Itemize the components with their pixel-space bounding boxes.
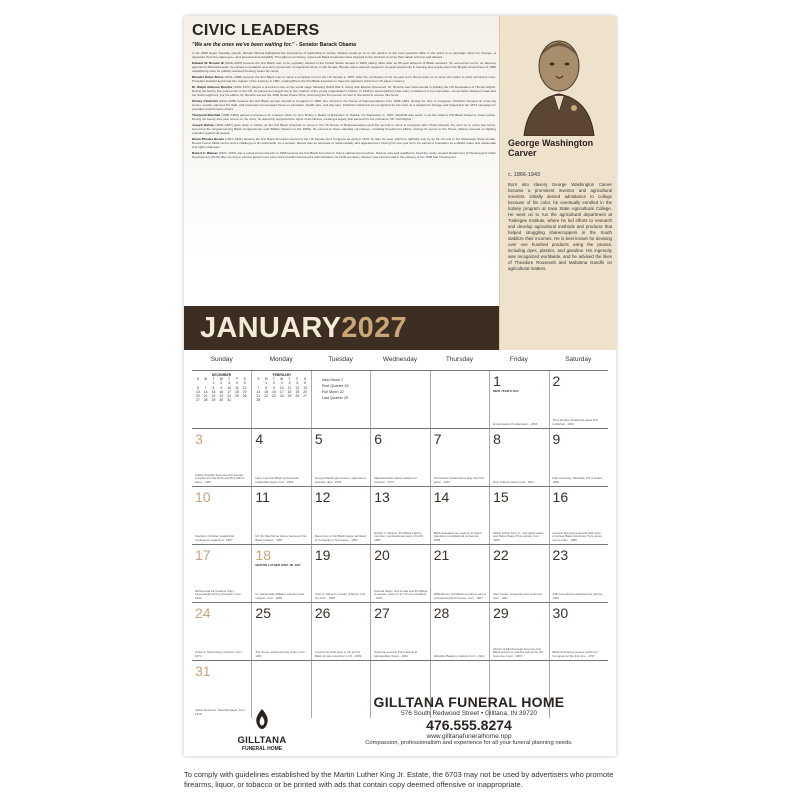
day-cell <box>549 429 608 486</box>
day-cell <box>311 487 370 544</box>
day-cell <box>192 603 251 660</box>
featured-years: c. 1866-1943 <box>508 172 541 178</box>
day-number: 7 <box>433 431 442 447</box>
day-number: 25 <box>255 605 271 621</box>
bio-paragraph-name: Hiram Rhodes Revels <box>192 137 225 142</box>
day-cell <box>549 371 608 428</box>
day-cell <box>489 545 548 602</box>
day-cell <box>370 545 429 602</box>
mini-calendar-day: 3 <box>228 381 231 386</box>
day-number: 16 <box>552 489 569 505</box>
mini-calendar-day: 2 <box>220 381 223 386</box>
mini-calendar-day: 3 <box>280 381 283 386</box>
mini-calendar-day: 22 <box>264 394 268 399</box>
bio-paragraph <box>192 100 496 111</box>
mini-calendar-day: 25 <box>234 394 239 399</box>
day-number: 17 <box>195 547 211 563</box>
moon-phase-item: Full Moon 22 <box>321 390 344 394</box>
calendar-week-row <box>192 544 608 602</box>
mini-calendar-day: 15 <box>264 389 268 394</box>
mini-calendar-day: 9 <box>272 385 275 390</box>
mini-calendar-day: 12 <box>242 385 247 390</box>
bio-paragraph <box>192 152 496 159</box>
mini-calendar-day: 18 <box>287 389 292 394</box>
mini-calendar-day: 24 <box>279 394 284 399</box>
mini-calendar-day: 7 <box>204 385 207 390</box>
day-number: 13 <box>374 489 390 505</box>
month-banner <box>184 306 499 350</box>
mini-calendar-day: 15 <box>211 389 216 394</box>
mini-calendar-day <box>278 398 286 402</box>
day-number: 15 <box>493 489 509 505</box>
day-number: 3 <box>195 431 203 447</box>
bio-paragraph-text: (1841–1898) became the first Black man to serve a complete term in the US Senate in 1875. After the conclusion of his six-year term, Bruce went on to serve the nation in other prominent roles. President Garfield appointed him register of the treasury in 1881, making Bruce the first Black American to have his signature printed on US paper currency. <box>192 75 497 83</box>
mini-calendar-day: S <box>243 377 246 382</box>
mini-calendar-day <box>241 398 249 402</box>
day-number: 4 <box>255 431 264 447</box>
mini-calendar-day: 14 <box>203 389 208 394</box>
bio-paragraph-text: (1827–1901) became the first Black American elected to the US Senate (and Congress as well) in 1870. To take his seat, which he rightfully won by an 81–15 vote in the Mississippi State Senate, Revels had to battle racism and a challenge to his citizenship. As a senator, Revels was an advocate of racial equality and appeasement. During his one-year term, he earned a reputation as a skilled orator and passionate civil rights champion. <box>192 137 497 149</box>
mini-calendar-day: 26 <box>242 394 247 399</box>
month-name: JANUARY <box>200 312 342 344</box>
bio-paragraph <box>192 76 496 83</box>
mini-calendar-day: 25 <box>287 394 292 399</box>
calendar-sheet <box>184 16 616 756</box>
mini-calendar-day: 22 <box>211 394 216 399</box>
holiday-label: MARTIN LUTHER KING JR. DAY <box>255 563 301 567</box>
day-cell <box>370 429 429 486</box>
calendar-week-row <box>192 370 608 428</box>
bio-paragraph-text: In his 2008 Super Tuesday speech, Barack Obama highlighted the importance of leadership in society. Obama would go on to win election to the most powerful office in the world on a campaign driven by change—a departure from the status quo—and personal accountability. Throughout our history, numerous Black Americans have stepped to the forefront to serve their nation at home and abroad. <box>192 51 496 59</box>
day-event: Dr. Daniel Hale Williams pioneer heart surgeon, born · 1856 <box>255 592 305 600</box>
day-event: Robert C. Weaver, first Black cabinet member, nominated secretary of HUD · 1966 <box>374 530 425 542</box>
mini-calendar-day: 30 <box>219 398 224 403</box>
mini-calendar-day: 28 <box>256 398 261 403</box>
mini-calendar-day <box>233 398 241 402</box>
mini-calendar-day: 6 <box>304 381 307 386</box>
mini-calendar-day: S <box>303 377 307 382</box>
mini-calendar-day: 16 <box>219 389 224 394</box>
day-cell <box>430 603 489 660</box>
day-cell <box>251 545 310 602</box>
mini-calendar-day: 21 <box>256 394 261 399</box>
bio-paragraph-text: (1832–1887) goes down in history as the first Black American to serve in the US House of Representatives (and the second to serve in Congress after Hiram Revels). He went on to serve four terms, becoming the longest-serving Black Congressman until William Dawson in the 1950s. He served on three standing committees, including Freedmen's Affairs. During his tenure in the House, Rainey focused on fighting prejudice against all people. <box>192 123 496 135</box>
month-year: 2027 <box>341 312 407 344</box>
mini-calendar-day: 8 <box>265 385 268 390</box>
day-event: Supreme Leonine Price debuts at Metropolitan Opera · 1961 <box>374 650 418 658</box>
featured-person-panel <box>499 16 617 350</box>
day-event: General Sherman's special field order promises Black Americans "forty acres and a mule" · 1865 <box>552 530 602 542</box>
bio-paragraph-name: Thurgood Marshall <box>192 113 221 118</box>
portrait-illustration <box>514 28 604 136</box>
day-cell <box>430 487 489 544</box>
day-cell <box>192 371 251 428</box>
weekday-label: Tuesday <box>328 356 353 363</box>
day-number: 2 <box>552 373 561 389</box>
day-number: 9 <box>552 431 561 447</box>
mini-calendar-day: S <box>196 377 200 382</box>
mini-calendar-day: 26 <box>295 394 300 399</box>
mini-calendar-day: 28 <box>203 398 208 403</box>
calendar-week-row <box>192 486 608 544</box>
day-cell <box>311 545 370 602</box>
moon-phase-item: Last Quarter 29 <box>321 396 349 400</box>
day-event: Jackie Robinson, baseball player, born · 1919 <box>195 708 247 716</box>
mini-calendar-day <box>262 398 270 402</box>
day-event: Oberlin & Ellenborough becomes first Black woman to practice before the US Supreme Court · 1909 <box>493 646 544 658</box>
day-event: Arthur A. Schomburg, historian, born · 1874 <box>195 650 244 658</box>
business-name: GILLTANA FUNERAL HOME <box>373 694 565 710</box>
mini-calendar-day: 19 <box>295 389 300 394</box>
mini-calendar-day: 27 <box>303 394 307 399</box>
day-number: 23 <box>552 547 569 563</box>
mini-calendar-day: 24 <box>227 394 231 399</box>
day-number: 19 <box>314 547 331 563</box>
mini-calendar-day: 1 <box>212 381 215 386</box>
bio-paragraph-text: (1907–1997) was a noted economist who in 1966 became the first Black American to hold a cabinet-level position. Weaver was well qualified to head the newly created Department of Housing and Urban Development (HUD) after serving in various government roles since Franklin Roosevelt's administration. As HUD secretary, Weaver was instrumental in the passing of the 1968 Fair Housing Act. <box>192 151 496 159</box>
mini-calendar-day: 29 <box>211 398 216 403</box>
mini-calendar-day: M <box>204 377 208 382</box>
day-event: Martin Luther King Jr., civil rights leader and Nobel Peace Prize winner, born · 1929 <box>493 530 544 542</box>
bio-paragraph <box>192 62 496 73</box>
mini-calendar-day <box>286 398 294 402</box>
day-cell <box>192 487 251 544</box>
day-cell <box>370 371 429 428</box>
section-title: CIVIC LEADERS <box>192 22 320 39</box>
day-cell <box>430 371 489 428</box>
advertiser-footer <box>184 692 616 756</box>
day-event: Audley Franklin becomes first woman inducted into the Rock and Roll Hall of Fame · 1987 <box>195 472 245 484</box>
bio-paragraph-name: Edward W. Brooke III <box>192 61 224 66</box>
bio-paragraph-text: (1908–1993) gained prominence as a lawyer when he won Brown v. Board of Education of Topeka. On September 2, 1967, Marshall was sworn in as the nation's first Black Supreme Court justice. During his twenty-four-year tenure on the court, he staunchly supported the rights of all citizens, creating a legacy that earned him the nickname "Mr. Civil Rights." <box>192 113 497 121</box>
day-event: Fisk University, Nashville, TN, founded · 1866 <box>552 476 604 484</box>
mini-calendar-day: 11 <box>287 385 292 390</box>
mini-calendar-day: 13 <box>303 385 307 390</box>
mini-calendar-day: 2 <box>272 381 275 386</box>
mini-calendar-day: 20 <box>196 394 200 399</box>
mini-calendar-day: 5 <box>296 381 299 386</box>
moon-phase-item: New Moon 7 <box>321 378 344 382</box>
mini-calendar-day: 10 <box>227 385 231 390</box>
mini-calendar-day: 21 <box>203 394 208 399</box>
day-event: Conference final seen in US as first Black female university in US · 2009 <box>314 650 362 658</box>
advertiser-logo <box>232 708 292 752</box>
day-event: Rebellion Basket in debuts, born · 1921 <box>433 653 485 658</box>
holiday-label: NEW YEAR'S DAY <box>493 389 519 393</box>
mini-calendar-day: 17 <box>279 389 284 394</box>
day-event: New Orleans slave revolt · 1811 <box>493 479 535 484</box>
calendar-week-row <box>192 428 608 486</box>
mini-calendar-day: 9 <box>220 385 223 390</box>
mini-calendar-day: 12 <box>295 385 300 390</box>
day-event: Sam Cooke, songwriter and performer, born · 1931 <box>493 592 543 600</box>
calendar-week-row <box>192 602 608 660</box>
day-cell <box>370 603 429 660</box>
mini-calendar-day: 27 <box>196 398 200 403</box>
day-event: Black delegates are majority at South Carolina's constitutional convention · 1868 <box>433 530 482 542</box>
day-number: 12 <box>314 489 331 505</box>
weekday-label: Sunday <box>210 356 233 363</box>
mini-calendar-day: 7 <box>257 385 260 390</box>
day-event: Kamala Harris, first female and first Black American, sworn in as US vice president · 2021 <box>374 588 428 600</box>
weekday-header <box>192 356 608 370</box>
day-number: 28 <box>433 605 450 621</box>
mini-calendar-day: 23 <box>219 394 224 399</box>
mini-calendar-title: DECEMBER <box>211 373 232 377</box>
day-number: 27 <box>374 605 390 621</box>
day-number: 10 <box>195 489 211 505</box>
mini-calendar-day: T <box>212 377 215 382</box>
bio-paragraph <box>192 86 496 97</box>
mini-calendar-day: F <box>296 377 299 382</box>
bio-paragraph-name: Blanche Kelso Bruce <box>192 75 224 80</box>
month-title <box>200 312 407 345</box>
day-number: 30 <box>552 605 569 621</box>
mini-calendar-day: S <box>257 377 260 382</box>
mini-calendar-day: 31 <box>227 398 231 403</box>
bio-paragraph-name: Dr. Ralph Johnson Bunche <box>192 85 233 90</box>
logo-name: GILLTANA <box>237 735 287 746</box>
mini-calendar-day <box>293 398 301 402</box>
business-address: 576 South Redwood Street • Gilltana, IN 39720 <box>401 710 537 717</box>
day-event: Muhammad Ali (Cassius Clay), heavyweight boxing champion, born · 1942 <box>195 588 243 600</box>
mini-calendar-december <box>194 373 249 402</box>
day-number: 11 <box>255 489 270 505</box>
mini-calendar-row <box>194 398 249 402</box>
weekday-label: Saturday <box>565 356 592 363</box>
day-number: 5 <box>314 431 323 447</box>
business-info <box>324 694 614 746</box>
day-cell <box>192 429 251 486</box>
weekday-label: Wednesday <box>382 356 418 363</box>
day-cell <box>549 487 608 544</box>
mini-calendar-day: W <box>280 377 284 382</box>
mini-calendar-day: T <box>272 377 275 382</box>
day-event: Emancipation Proclamation · 1863 <box>493 421 538 426</box>
day-event: Black Americans present petition to Congress for the first time · 1797 <box>552 650 598 658</box>
mini-calendar-day <box>301 398 309 402</box>
mini-calendar-day: 20 <box>303 389 307 394</box>
day-event: Massachusetts slaves petition for freedom · 1773 <box>374 476 417 484</box>
mini-calendar-day: F <box>235 377 238 382</box>
disclaimer-text: To comply with guidelines established by the Martin Luther King Jr. Estate, the 6703 may not be used by advertisers who promote firearms, liquor, or tobacco or be printed with ads that contain copy deemed offensive or inappropriate. <box>184 770 614 789</box>
featured-name: George Washington Carver <box>508 138 594 158</box>
day-number: 1 <box>493 373 501 389</box>
moon-phases <box>322 377 349 401</box>
day-number: 6 <box>374 431 383 447</box>
bio-paragraph <box>192 138 496 149</box>
quote <box>192 42 496 48</box>
bio-paragraph <box>192 124 496 135</box>
day-cell <box>251 603 310 660</box>
weekday-label: Monday <box>269 356 293 363</box>
day-number: 24 <box>195 605 211 621</box>
calendar-grid <box>192 356 608 718</box>
bio-paragraph-name: Robert C. Weaver <box>192 151 218 156</box>
day-cell <box>311 429 370 486</box>
business-website: www.gilltanafuneralhome.npp <box>426 733 512 740</box>
mini-calendar-day: 19 <box>242 389 247 394</box>
day-event: The historic Globetrotters play their first game · 1927 <box>433 476 485 484</box>
paragraph-list <box>192 52 496 160</box>
day-cell <box>489 487 548 544</box>
day-cell <box>251 487 310 544</box>
day-number: 26 <box>314 605 331 621</box>
day-cell <box>430 429 489 486</box>
day-cell <box>311 371 370 428</box>
mini-calendar-february <box>254 373 309 402</box>
mini-calendar-day: T <box>228 377 231 382</box>
calendar-weeks <box>192 370 608 718</box>
mini-calendar-day: 13 <box>196 389 200 394</box>
day-cell <box>489 429 548 486</box>
day-cell <box>370 487 429 544</box>
day-cell <box>192 545 251 602</box>
day-event: George Washington Carver, agricultural scientist, dies · 1943 <box>314 476 366 484</box>
bio-paragraph-text: (1924–2005) became the first Black woman elected to Congress in 1968; she served in the House of Representatives from 1969–1983. During her time in Congress, Chisholm focused on inner-city issues, vocally opposed the draft, and promoted an increased focus on education, health care, and day care. Chisholm wanted to be recognized for her work as a catalyst for change and hoped that her 1972 campaign for president would inspire others. <box>192 99 496 111</box>
day-number: 29 <box>493 605 509 621</box>
day-number: 31 <box>195 663 211 679</box>
mini-calendar-day: 23 <box>272 394 276 399</box>
day-cell <box>251 371 310 428</box>
mini-calendar-row <box>254 398 309 402</box>
mini-calendar-day: 5 <box>243 381 246 386</box>
bio-paragraph <box>192 52 496 59</box>
day-event: John H. Johnson, creator of Ebony and Jet, born · 1918 <box>314 592 365 600</box>
day-event: Southern Christian Leadership Conference organized · 1957 <box>195 534 235 542</box>
mini-calendar-day <box>270 398 278 402</box>
mini-calendar-day: T <box>288 377 291 382</box>
mini-calendar-title: FEBRUARY <box>272 373 292 377</box>
day-number: 18 <box>255 547 271 563</box>
bio-paragraph-text: (1919–2015) became the first Black man to be popularly elected to the United States Senate in 1966, taking office after an 85-year absence of Black senators. He served two terms. As attorney general for Massachusetts, he earned a reputation as a stern prosecutor of organized crime. In the Senate, Brooke was a staunch supporter of equal opportunity in housing and employment; the Brooke Amendment of 1969 establishing rules for publicly assisted housing, bears his name. <box>192 61 497 73</box>
day-cell <box>549 545 608 602</box>
day-event: 24th Amendment abolishes the poll tax · 1964 <box>552 592 604 600</box>
day-event: Willie Brown, first Black woman to earn a commercial pilot's license, born · 1907 <box>433 592 487 600</box>
featured-bio: Born into slavery George Washington Carver became a prominent inventor and agricultural scientist. Initially denied admittance to college because of his color, he eventually enrolled in the botany program at Iowa State Agricultural College. He went on to run the agricultural department at Tuskegee Institute, where he led efforts to research and develop agricultural methods and products that helped struggling sharecroppers in the South stabilize their incomes. He is best known for devising over one hundred products using the peanut, including dyes, plastics, and gasoline. His ingenuity was recognized worldwide, and he advised the likes of Theodore Roosevelt and Mahatma Gandhi on agricultural matters. <box>508 182 612 271</box>
bio-paragraph-text: (1904–1971) played a prominent role on the world stage following World War II. Along with Eleanor Roosevelt, Dr. Bunche was instrumental in drafting the UN Declaration of Human Rights. During his twenty-five year tenure in the UN, he played an integral role in the creation of the young organization's charter. In 1949 he accomplished what many considered to be impossible—an armistice between Israel and her Arab neighbors. For his efforts, Dr. Bunche earned the 1950 Nobel Peace Prize, becoming the first person of color in the world to receive this honor. <box>192 85 496 97</box>
bio-paragraph-name: Shirley Chisholm <box>192 99 218 104</box>
business-phone: 476.555.8274 <box>426 717 512 733</box>
mini-calendar-day: 10 <box>279 385 284 390</box>
quote-author: - Senator Barack Obama <box>294 42 357 48</box>
day-number: 21 <box>433 547 450 563</box>
day-cell <box>430 545 489 602</box>
bio-paragraph-name: Joseph Rainey <box>192 123 215 128</box>
mini-calendar-day: 1 <box>265 381 268 386</box>
day-event: Dave Grey is first Black lawyer admitted to University of Tennessee · 1952 <box>314 534 366 542</box>
mini-calendar-day: 4 <box>288 381 291 386</box>
day-event: The Liberator abolitionist paper first published · 1831 <box>552 418 598 426</box>
mini-calendar-day: 16 <box>272 389 276 394</box>
day-number: 8 <box>493 431 501 447</box>
day-event: Mt. Mt. Mac Dame House becomes first Black trustees · 1957 <box>255 534 307 542</box>
mini-calendar-day: 18 <box>234 389 239 394</box>
day-number: 22 <box>493 547 509 563</box>
flame-logo-icon <box>253 708 271 730</box>
day-event: The Jones, award-winning singer, born · 1951 <box>255 650 307 658</box>
day-cell <box>311 603 370 660</box>
day-number: 20 <box>374 547 390 563</box>
day-cell <box>489 603 548 660</box>
bio-paragraph <box>192 114 496 121</box>
weekday-label: Friday <box>509 356 528 363</box>
day-event: Harry Lew first Black professional basketball player, born · 1884 <box>255 476 299 484</box>
mini-calendar-day: M <box>264 377 268 382</box>
mini-calendar-day: 14 <box>256 389 261 394</box>
weekday-label: Thursday <box>445 356 473 363</box>
mini-calendar-day: 11 <box>235 385 239 390</box>
mini-calendar-day: W <box>219 377 223 382</box>
quote-text: "We are the ones we've been waiting for." <box>192 42 295 48</box>
logo-subtitle: FUNERAL HOME <box>241 746 283 752</box>
day-cell <box>251 429 310 486</box>
day-cell <box>489 371 548 428</box>
mini-calendar-day: 6 <box>196 385 199 390</box>
mini-calendar-day: 17 <box>227 389 231 394</box>
business-tagline: Compassion, professionalism and experience for all your funeral planning needs. <box>365 740 573 746</box>
day-number: 14 <box>433 489 450 505</box>
day-cell <box>549 603 608 660</box>
moon-phase-item: First Quarter 15 <box>321 384 349 388</box>
mini-calendar-day: 4 <box>235 381 238 386</box>
mini-calendar-day: 8 <box>212 385 215 390</box>
